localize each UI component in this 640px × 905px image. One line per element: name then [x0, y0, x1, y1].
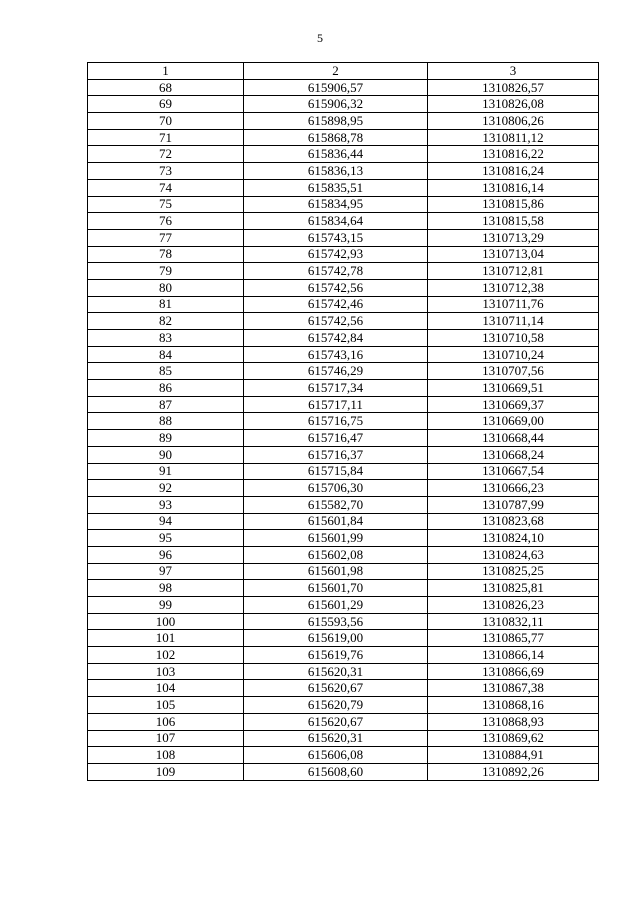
point-number-cell: 98	[88, 580, 244, 597]
table-row	[88, 597, 599, 614]
y-coordinate-cell: 1310826,08	[428, 96, 599, 113]
x-coordinate-cell: 615620,31	[244, 730, 428, 747]
table-row	[88, 446, 599, 463]
y-coordinate-cell: 1310811,12	[428, 129, 599, 146]
point-number-cell: 73	[88, 163, 244, 180]
table-row	[88, 346, 599, 363]
y-coordinate-cell: 1310868,16	[428, 697, 599, 714]
table-row	[88, 163, 599, 180]
x-coordinate-cell: 615601,70	[244, 580, 428, 597]
y-coordinate-cell: 1310816,24	[428, 163, 599, 180]
point-number-cell: 101	[88, 630, 244, 647]
table-row	[88, 430, 599, 447]
y-coordinate-cell: 1310867,38	[428, 680, 599, 697]
point-number-cell: 106	[88, 713, 244, 730]
table-row	[88, 196, 599, 213]
point-number-cell: 109	[88, 763, 244, 780]
point-number-cell: 94	[88, 513, 244, 530]
column-header-3: 3	[428, 63, 599, 80]
table-row	[88, 296, 599, 313]
table-row	[88, 713, 599, 730]
table-row	[88, 413, 599, 430]
x-coordinate-cell: 615742,84	[244, 330, 428, 347]
table-body	[88, 79, 599, 780]
table-row	[88, 363, 599, 380]
coordinates-table	[87, 62, 599, 781]
x-coordinate-cell: 615606,08	[244, 747, 428, 764]
table-row	[88, 129, 599, 146]
column-header-2: 2	[244, 63, 428, 80]
column-header-1: 1	[88, 63, 244, 80]
point-number-cell: 91	[88, 463, 244, 480]
x-coordinate-cell: 615619,76	[244, 647, 428, 664]
x-coordinate-cell: 615743,15	[244, 229, 428, 246]
point-number-cell: 81	[88, 296, 244, 313]
x-coordinate-cell: 615742,56	[244, 313, 428, 330]
point-number-cell: 76	[88, 213, 244, 230]
point-number-cell: 87	[88, 396, 244, 413]
point-number-cell: 103	[88, 663, 244, 680]
point-number-cell: 77	[88, 229, 244, 246]
x-coordinate-cell: 615836,44	[244, 146, 428, 163]
x-coordinate-cell: 615836,13	[244, 163, 428, 180]
x-coordinate-cell: 615717,34	[244, 380, 428, 397]
x-coordinate-cell: 615834,64	[244, 213, 428, 230]
y-coordinate-cell: 1310816,14	[428, 179, 599, 196]
table-row	[88, 480, 599, 497]
table-row	[88, 246, 599, 263]
point-number-cell: 86	[88, 380, 244, 397]
y-coordinate-cell: 1310669,00	[428, 413, 599, 430]
x-coordinate-cell: 615582,70	[244, 496, 428, 513]
table-row	[88, 79, 599, 96]
table-row	[88, 113, 599, 130]
table-row	[88, 263, 599, 280]
table-row	[88, 496, 599, 513]
x-coordinate-cell: 615620,67	[244, 713, 428, 730]
y-coordinate-cell: 1310815,58	[428, 213, 599, 230]
x-coordinate-cell: 615593,56	[244, 613, 428, 630]
y-coordinate-cell: 1310826,23	[428, 597, 599, 614]
point-number-cell: 97	[88, 563, 244, 580]
point-number-cell: 83	[88, 330, 244, 347]
point-number-cell: 80	[88, 279, 244, 296]
x-coordinate-cell: 615601,98	[244, 563, 428, 580]
x-coordinate-cell: 615743,16	[244, 346, 428, 363]
point-number-cell: 92	[88, 480, 244, 497]
table-row	[88, 330, 599, 347]
x-coordinate-cell: 615716,75	[244, 413, 428, 430]
y-coordinate-cell: 1310866,14	[428, 647, 599, 664]
table-row	[88, 530, 599, 547]
y-coordinate-cell: 1310669,37	[428, 396, 599, 413]
x-coordinate-cell: 615834,95	[244, 196, 428, 213]
x-coordinate-cell: 615906,57	[244, 79, 428, 96]
x-coordinate-cell: 615602,08	[244, 546, 428, 563]
y-coordinate-cell: 1310824,63	[428, 546, 599, 563]
x-coordinate-cell: 615620,79	[244, 697, 428, 714]
point-number-cell: 107	[88, 730, 244, 747]
point-number-cell: 99	[88, 597, 244, 614]
table-row	[88, 663, 599, 680]
point-number-cell: 82	[88, 313, 244, 330]
y-coordinate-cell: 1310825,25	[428, 563, 599, 580]
x-coordinate-cell: 615601,99	[244, 530, 428, 547]
point-number-cell: 104	[88, 680, 244, 697]
page-number: 5	[317, 31, 323, 45]
table-row	[88, 179, 599, 196]
y-coordinate-cell: 1310713,29	[428, 229, 599, 246]
table-row	[88, 697, 599, 714]
point-number-cell: 95	[88, 530, 244, 547]
point-number-cell: 93	[88, 496, 244, 513]
point-number-cell: 72	[88, 146, 244, 163]
y-coordinate-cell: 1310787,99	[428, 496, 599, 513]
x-coordinate-cell: 615868,78	[244, 129, 428, 146]
y-coordinate-cell: 1310710,58	[428, 330, 599, 347]
point-number-cell: 96	[88, 546, 244, 563]
point-number-cell: 70	[88, 113, 244, 130]
point-number-cell: 71	[88, 129, 244, 146]
y-coordinate-cell: 1310712,81	[428, 263, 599, 280]
point-number-cell: 108	[88, 747, 244, 764]
y-coordinate-cell: 1310892,26	[428, 763, 599, 780]
x-coordinate-cell: 615746,29	[244, 363, 428, 380]
table-row	[88, 747, 599, 764]
x-coordinate-cell: 615601,29	[244, 597, 428, 614]
table-row	[88, 546, 599, 563]
y-coordinate-cell: 1310823,68	[428, 513, 599, 530]
point-number-cell: 102	[88, 647, 244, 664]
table-row	[88, 730, 599, 747]
y-coordinate-cell: 1310707,56	[428, 363, 599, 380]
y-coordinate-cell: 1310710,24	[428, 346, 599, 363]
point-number-cell: 85	[88, 363, 244, 380]
y-coordinate-cell: 1310668,44	[428, 430, 599, 447]
point-number-cell: 79	[88, 263, 244, 280]
point-number-cell: 78	[88, 246, 244, 263]
y-coordinate-cell: 1310711,76	[428, 296, 599, 313]
table-row	[88, 613, 599, 630]
y-coordinate-cell: 1310825,81	[428, 580, 599, 597]
y-coordinate-cell: 1310868,93	[428, 713, 599, 730]
point-number-cell: 75	[88, 196, 244, 213]
y-coordinate-cell: 1310816,22	[428, 146, 599, 163]
x-coordinate-cell: 615898,95	[244, 113, 428, 130]
table-row	[88, 463, 599, 480]
table-row	[88, 647, 599, 664]
table-row	[88, 380, 599, 397]
x-coordinate-cell: 615742,56	[244, 279, 428, 296]
y-coordinate-cell: 1310824,10	[428, 530, 599, 547]
y-coordinate-cell: 1310806,26	[428, 113, 599, 130]
table-row	[88, 630, 599, 647]
y-coordinate-cell: 1310884,91	[428, 747, 599, 764]
table-row	[88, 580, 599, 597]
x-coordinate-cell: 615742,78	[244, 263, 428, 280]
y-coordinate-cell: 1310713,04	[428, 246, 599, 263]
point-number-cell: 89	[88, 430, 244, 447]
x-coordinate-cell: 615716,37	[244, 446, 428, 463]
x-coordinate-cell: 615906,32	[244, 96, 428, 113]
y-coordinate-cell: 1310832,11	[428, 613, 599, 630]
point-number-cell: 88	[88, 413, 244, 430]
point-number-cell: 69	[88, 96, 244, 113]
x-coordinate-cell: 615742,93	[244, 246, 428, 263]
point-number-cell: 105	[88, 697, 244, 714]
x-coordinate-cell: 615608,60	[244, 763, 428, 780]
point-number-cell: 68	[88, 79, 244, 96]
y-coordinate-cell: 1310711,14	[428, 313, 599, 330]
x-coordinate-cell: 615619,00	[244, 630, 428, 647]
x-coordinate-cell: 615742,46	[244, 296, 428, 313]
y-coordinate-cell: 1310826,57	[428, 79, 599, 96]
point-number-cell: 74	[88, 179, 244, 196]
table-row	[88, 229, 599, 246]
y-coordinate-cell: 1310666,23	[428, 480, 599, 497]
x-coordinate-cell: 615835,51	[244, 179, 428, 196]
point-number-cell: 84	[88, 346, 244, 363]
point-number-cell: 100	[88, 613, 244, 630]
point-number-cell: 90	[88, 446, 244, 463]
table-row	[88, 513, 599, 530]
table-row	[88, 763, 599, 780]
table-row	[88, 396, 599, 413]
x-coordinate-cell: 615715,84	[244, 463, 428, 480]
table-row	[88, 313, 599, 330]
y-coordinate-cell: 1310668,24	[428, 446, 599, 463]
table-row	[88, 680, 599, 697]
table-row	[88, 213, 599, 230]
x-coordinate-cell: 615601,84	[244, 513, 428, 530]
table-row	[88, 96, 599, 113]
x-coordinate-cell: 615620,67	[244, 680, 428, 697]
table-row	[88, 279, 599, 296]
y-coordinate-cell: 1310669,51	[428, 380, 599, 397]
y-coordinate-cell: 1310866,69	[428, 663, 599, 680]
y-coordinate-cell: 1310815,86	[428, 196, 599, 213]
table-row	[88, 563, 599, 580]
table-header-row	[88, 63, 599, 80]
x-coordinate-cell: 615716,47	[244, 430, 428, 447]
y-coordinate-cell: 1310667,54	[428, 463, 599, 480]
y-coordinate-cell: 1310712,38	[428, 279, 599, 296]
x-coordinate-cell: 615717,11	[244, 396, 428, 413]
table-row	[88, 146, 599, 163]
y-coordinate-cell: 1310869,62	[428, 730, 599, 747]
x-coordinate-cell: 615620,31	[244, 663, 428, 680]
x-coordinate-cell: 615706,30	[244, 480, 428, 497]
y-coordinate-cell: 1310865,77	[428, 630, 599, 647]
